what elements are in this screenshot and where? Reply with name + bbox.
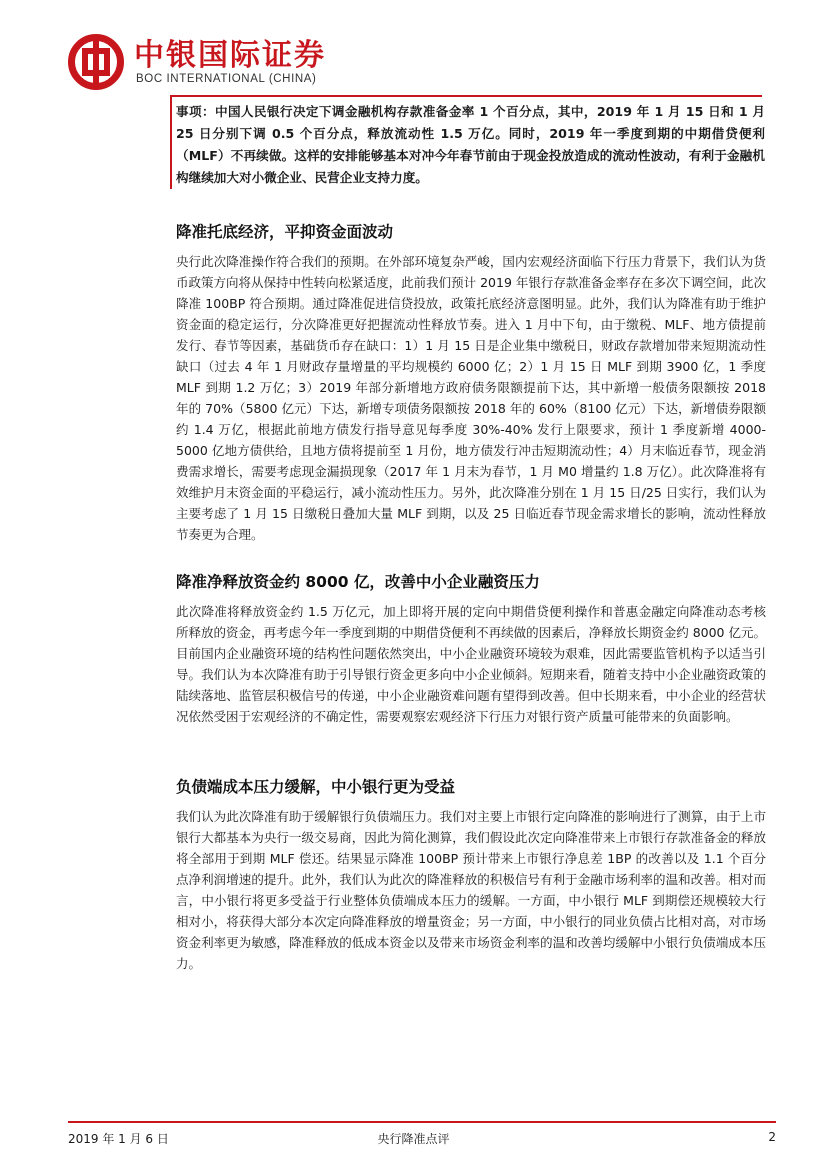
summary-paragraph: 事项：中国人民银行决定下调金融机构存款准备金率 1 个百分点，其中，2019 年 1 月 15 日和 1 月 25 日分别下调 0.5 个百分点，释放流动性 1.5 万亿。同时，2019 年一季度到期的中期借贷便利（MLF）不再续做。这样的安排能够基本对冲今年春节前由于现金投放造成的流动性波动，有利于金融机构继续加大对小微企业、民营企业支持力度。: [176, 104, 765, 185]
page-number: 2: [768, 1130, 776, 1144]
section-body-1: 央行此次降准操作符合我们的预期。在外部环境复杂严峻，国内宏观经济面临下行压力背景下，我们认为货币政策方向将从保持中性转向松紧适度，此前我们预计 2019 年银行存款准备金率存在多次下调空间，此次降准 100BP 符合预期。通过降准促进信贷投放，政策托底经济意图明显。此外，我们认为降准有助于维护资金面的稳定运行，分次降准更好把握流动性释放节奏。进入 1 月中下旬，由于缴税、MLF、地方债提前发行、春节等因素，基础货币存在缺口：1）1 月 15 日是企业集中缴税日，财政存款增加带来短期流动性缺口（过去 4 年 1 月财政存量增量的平均规模约 6000 亿；2）1 月 15 日 MLF 到期 3900 亿，1 季度 MLF 到期 1.2 万亿；3）2019 年部分新增地方政府债务限额提前下达，其中新增一般债务限额按 2018 年的 70%（5800 亿元）下达，新增专项债务限额按 2018 年的 60%（8100 亿元）下达，新增债券限额约 1.4 万亿，根据此前地方债发行指导意见每季度 30%-40% 发行上限要求，预计 1 季度新增 4000-5000 亿地方债供给，且地方债将提前至 1 月份，地方债发行冲击短期流动性；4）月末临近春节，现金消费需求增长，需要考虑现金漏损现象（2017 年 1 月末为春节，1 月 M0 增量约 1.8 万亿）。此次降准将有效维护月末资金面的平稳运行，减小流动性压力。另外，此次降准分别在 1 月 15 日/25 日实行，我们认为主要考虑了 1 月 15 日缴税日叠加大量 MLF 到期，以及 25 日临近春节现金需求增长的影响，流动性释放节奏更为合理。: [176, 254, 766, 542]
brand-name-en: BOC INTERNATIONAL (CHINA): [136, 73, 317, 85]
brand-name-cn: 中银国际证券: [134, 38, 326, 73]
footer-divider: [68, 1121, 776, 1123]
footer-date: 2019 年 1 月 6 日: [68, 1132, 169, 1146]
boc-logo-icon: [68, 34, 124, 90]
summary-accent-bar: [170, 97, 172, 189]
section-title-2: 降准净释放资金约 8000 亿，改善中小企业融资压力: [176, 573, 540, 591]
section-body-2: 此次降准将释放资金约 1.5 万亿元，加上即将开展的定向中期借贷便利操作和普惠金融定向降准动态考核所释放的资金，再考虑今年一季度到期的中期借贷便利不再续做的因素后，净释放长期资金约 8000 亿元。目前国内企业融资环境的结构性问题依然突出，中小企业融资环境较为艰难，因此需要监管机构予以适当引导。我们认为本次降准有助于引导银行资金更多向中小企业倾斜。短期来看，随着支持中小企业融资政策的陆续落地、监管层积极信号的传递，中小企业融资难问题有望得到改善。但中长期来看，中小企业的经营状况依然受困于宏观经济的不确定性，需要观察宏观经济下行压力对银行资产质量可能带来的负面影响。: [176, 604, 766, 724]
section-body-3: 我们认为此次降准有助于缓解银行负债端压力。我们对主要上市银行定向降准的影响进行了测算，由于上市银行大都基本为央行一级交易商，因此为简化测算，我们假设此次定向降准带来上市银行存款准备金的释放将全部用于到期 MLF 偿还。结果显示降准 100BP 预计带来上市银行净息差 1BP 的改善以及 1.1 个百分点净利润增速的提升。此外，我们认为此次的降准释放的积极信号有利于金融市场利率的温和改善。相对而言，中小银行将更多受益于行业整体负债端成本压力的缓解。一方面，中小银行 MLF 到期偿还规模较大行相对小，将获得大部分本次定向降准释放的增量资金；另一方面，中小银行的同业负债占比相对高，对市场资金利率更为敏感，降准释放的低成本资金以及带来市场资金利率的温和改善均缓解中小银行负债端成本压力。: [176, 809, 766, 971]
section-title-1: 降准托底经济，平抑资金面波动: [176, 223, 394, 241]
footer-report-title: 央行降准点评: [377, 1132, 450, 1146]
section-title-3: 负债端成本压力缓解，中小银行更为受益: [176, 778, 456, 796]
header-divider: [170, 95, 762, 97]
